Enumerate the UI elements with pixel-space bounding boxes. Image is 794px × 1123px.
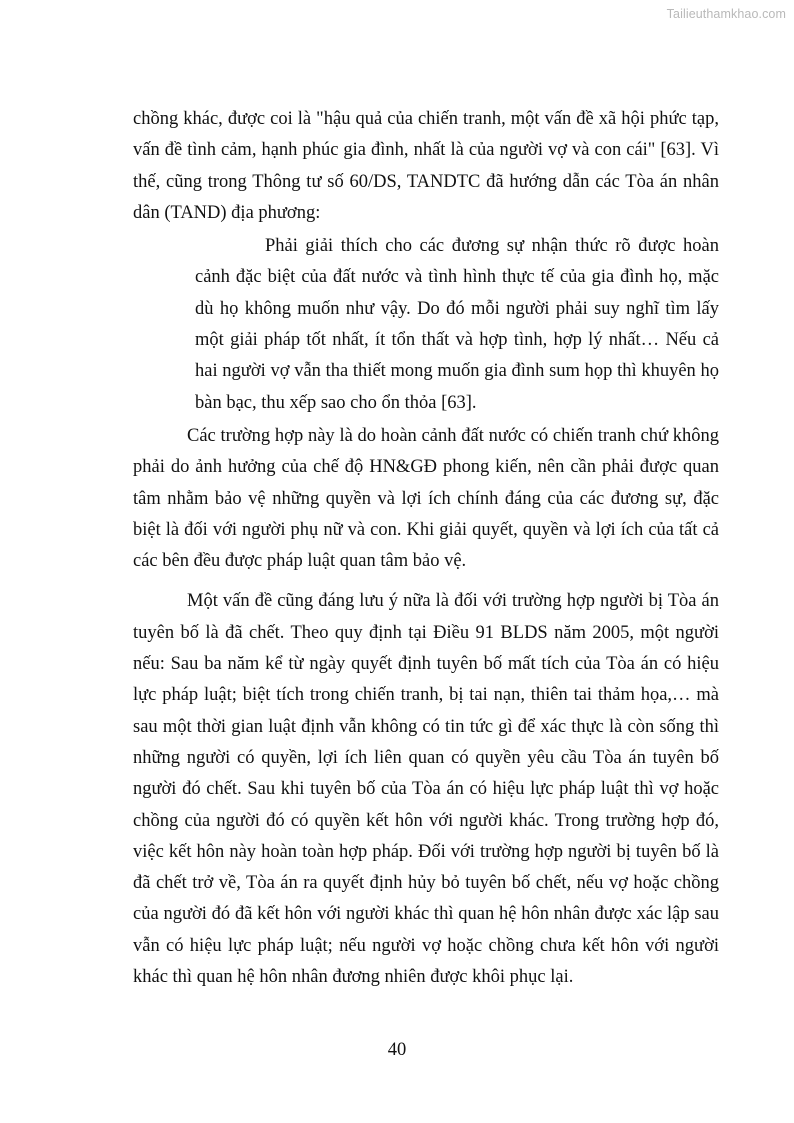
paragraph-continuation: chồng khác, được coi là "hậu quả của chiến tranh, một vấn đề xã hội phức tạp, vấn đề tình cảm, hạnh phúc gia đình, nhất là của người vợ và con cái" [63]. Vì thế, cũng trong Thông tư số 60/DS, TANDTC đã hướng dẫn các Tòa án nhân dân (TAND) địa phương: bbox=[133, 109, 719, 223]
watermark: Tailieuthamkhao.com bbox=[666, 7, 786, 21]
block-quote: Phải giải thích cho các đương sự nhận thức rõ được hoàn cảnh đặc biệt của đất nước và tình hình thực tế của gia đình họ, mặc dù họ không muốn như vậy. Do đó mỗi người phải suy nghĩ tìm lấy một giải pháp tốt nhất, ít tổn thất và hợp tình, hợp lý nhất… Nếu cả hai người vợ vẫn tha thiết mong muốn gia đình sum họp thì khuyên họ bàn bạc, thu xếp sao cho ổn thỏa [63]. bbox=[195, 236, 719, 413]
page-number: 40 bbox=[387, 1040, 407, 1060]
page-body bbox=[133, 104, 719, 993]
paragraph-declared-dead: Một vấn đề cũng đáng lưu ý nữa là đối với trường hợp người bị Tòa án tuyên bố là đã chết. Theo quy định tại Điều 91 BLDS năm 2005, một người nếu: Sau ba năm kể từ ngày quyết định tuyên bố mất tích của Tòa án có hiệu lực pháp luật; biệt tích trong chiến tranh, bị tai nạn, thiên tai thảm họa,… mà sau một thời gian luật định vẫn không có tin tức gì để xác thực là còn sống thì những người có quyền, lợi ích liên quan có quyền yêu cầu Tòa án tuyên bố người đó chết. Sau khi tuyên bố của Tòa án có hiệu lực pháp luật thì vợ hoặc chồng của người đó có quyền kết hôn với người khác. Trong trường hợp đó, việc kết hôn này hoàn toàn hợp pháp. Đối với trường hợp người bị tuyên bố là đã chết trở về, Tòa án ra quyết định hủy bỏ tuyên bố chết, nếu vợ hoặc chồng của người đó đã kết hôn với người khác thì quan hệ hôn nhân được xác lập sau vẫn có hiệu lực pháp luật; nếu người vợ hoặc chồng chưa kết hôn với người khác thì quan hệ hôn nhân đương nhiên được khôi phục lại. bbox=[133, 591, 719, 988]
paragraph-war-circumstances: Các trường hợp này là do hoàn cảnh đất nước có chiến tranh chứ không phải do ảnh hưởng của chế độ HN&GĐ phong kiến, nên cần phải được quan tâm nhằm bảo vệ những quyền và lợi ích chính đáng của các đương sự, đặc biệt là đối với người phụ nữ và con. Khi giải quyết, quyền và lợi ích của tất cả các bên đều được pháp luật quan tâm bảo vệ. bbox=[133, 425, 719, 572]
